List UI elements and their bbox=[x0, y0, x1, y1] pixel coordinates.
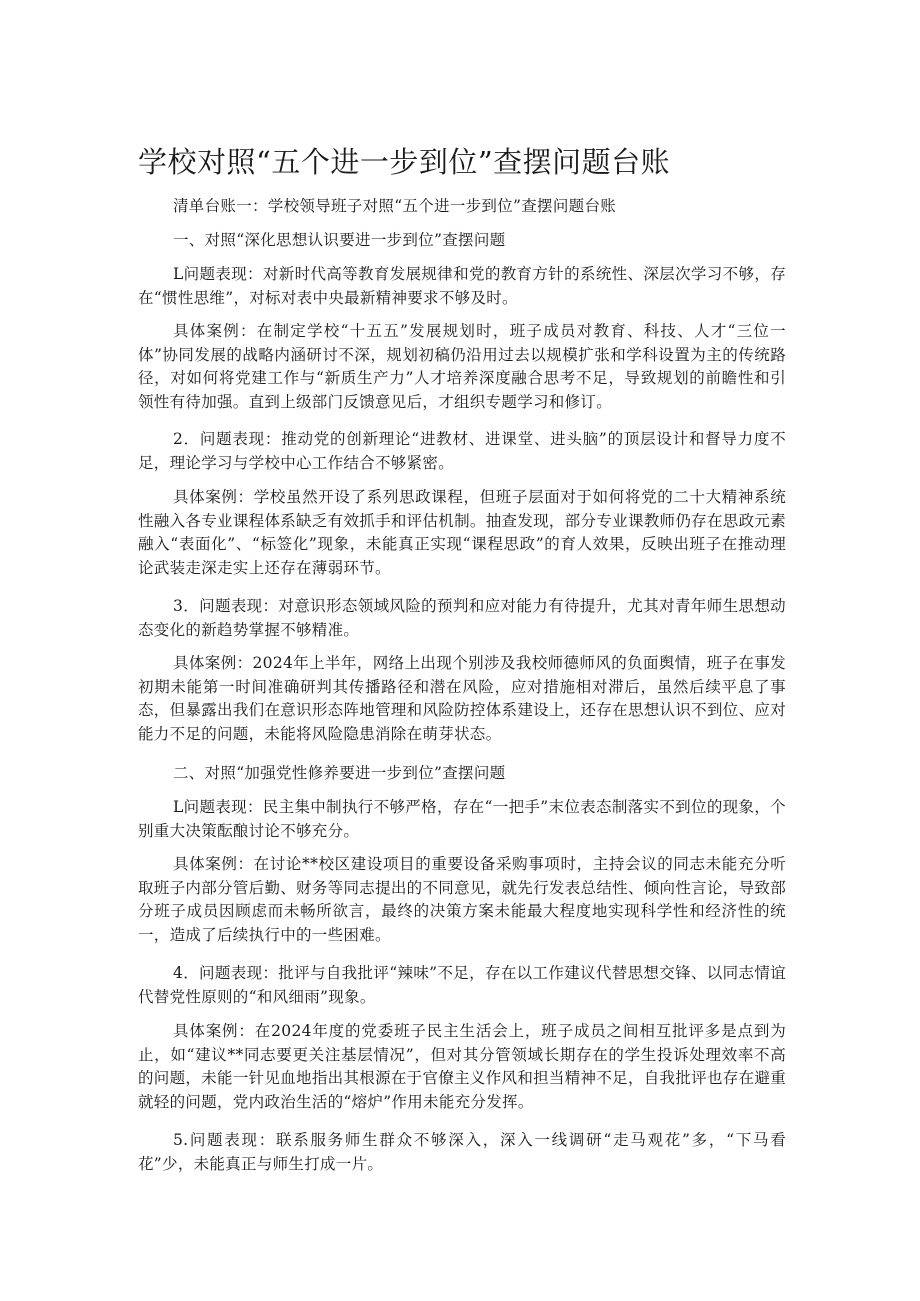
ledger-subtitle: 清单台账一：学校领导班子对照“五个进一步到位”查摆问题台账 bbox=[173, 197, 617, 215]
section-heading-1: 一、对照“深化思想认识要进一步到位”查摆问题 bbox=[173, 231, 506, 249]
problem-paragraph: 4．问题表现：批评与自我批评“辣味”不足，存在以工作建议代替思想交锋、以同志情谊代替党性原则的“和风细雨”现象。 bbox=[138, 964, 786, 1006]
section-heading-2: 二、对照“加强党性修养要进一步到位”查摆问题 bbox=[173, 764, 506, 782]
case-paragraph: 具体案例：2024年上半年，网络上出现个别涉及我校师德师风的负面舆情，班子在事发初期未能第一时间准确研判其传播路径和潜在风险，应对措施相对滞后，虽然后续平息了事态，但暴露出我们在意识形态阵地管理和风险防控体系建设上，还存在思想认识不到位、应对能力不足的问题，未能将风险隐患消除在萌芽状态。 bbox=[138, 654, 786, 743]
problem-paragraph: 5.问题表现：联系服务师生群众不够深入，深入一线调研“走马观花”多，“下马看花”少，未能真正与师生打成一片。 bbox=[138, 1131, 786, 1173]
case-paragraph: 具体案例：在讨论**校区建设项目的重要设备采购事项时，主持会议的同志未能充分听取班子内部分管后勤、财务等同志提出的不同意见，就先行发表总结性、倾向性言论，导致部分班子成员因顾虑而未畅所欲言，最终的决策方案未能最大程度地实现科学性和经济性的统一，造成了后续执行中的一些困难。 bbox=[138, 855, 786, 944]
problem-paragraph: L问题表现：对新时代高等教育发展规律和党的教育方针的系统性、深层次学习不够，存在“惯性思维”，对标对表中央最新精神要求不够及时。 bbox=[138, 265, 786, 307]
document-title: 学校对照“五个进一步到位”查摆问题台账 bbox=[138, 145, 671, 179]
problem-paragraph: 2．问题表现：推动党的创新理论“进教材、进课堂、进头脑”的顶层设计和督导力度不足，理论学习与学校中心工作结合不够紧密。 bbox=[138, 430, 786, 472]
case-paragraph: 具体案例：在2024年度的党委班子民主生活会上，班子成员之间相互批评多是点到为止，如“建议**同志要更关注基层情况”，但对其分管领域长期存在的学生投诉处理效率不高的问题，未能一针见血地指出其根源在于官僚主义作风和担当精神不足，自我批评也存在避重就轻的问题，党内政治生活的“熔炉”作用未能充分发挥。 bbox=[138, 1022, 786, 1111]
case-paragraph: 具体案例：在制定学校“十五五”发展规划时，班子成员对教育、科技、人才“三位一体”协同发展的战略内涵研讨不深，规划初稿仍沿用过去以规模扩张和学科设置为主的传统路径，对如何将党建工作与“新质生产力”人才培养深度融合思考不足，导致规划的前瞻性和引领性有待加强。直到上级部门反馈意见后，才组织专题学习和修订。 bbox=[138, 322, 786, 411]
problem-paragraph: 3．问题表现：对意识形态领域风险的预判和应对能力有待提升，尤其对青年师生思想动态变化的新趋势掌握不够精准。 bbox=[138, 597, 786, 639]
case-paragraph: 具体案例：学校虽然开设了系列思政课程，但班子层面对于如何将党的二十大精神系统性融入各专业课程体系缺乏有效抓手和评估机制。抽查发现，部分专业课教师仍存在思政元素融入“表面化”、“标签化”现象，未能真正实现“课程思政”的育人效果，反映出班子在推动理论武装走深走实上还存在薄弱环节。 bbox=[138, 488, 786, 577]
problem-paragraph: L问题表现：民主集中制执行不够严格，存在“一把手”末位表态制落实不到位的现象，个别重大决策酝酿讨论不够充分。 bbox=[138, 798, 786, 840]
